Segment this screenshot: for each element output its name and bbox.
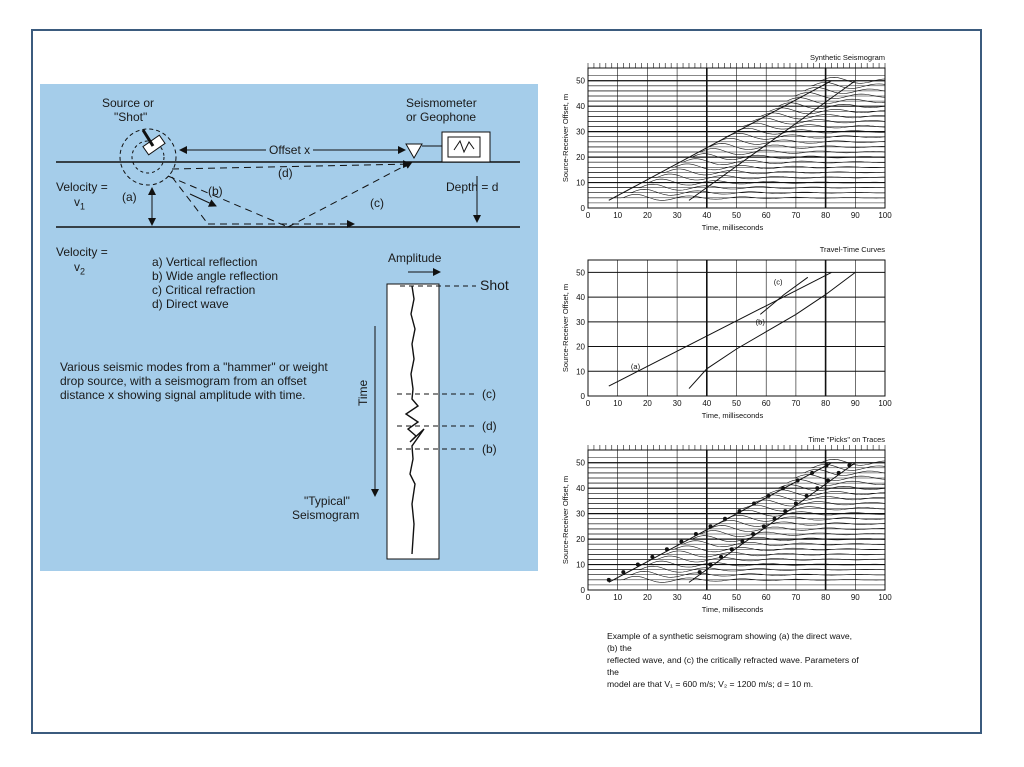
marker-b-label: (b) bbox=[482, 442, 497, 456]
pick-dot bbox=[708, 563, 712, 567]
shot-marker-label: Shot bbox=[480, 277, 509, 293]
pick-dot bbox=[737, 509, 741, 513]
y-tick-label: 0 bbox=[580, 586, 585, 595]
x-tick-label: 90 bbox=[850, 593, 860, 602]
x-tick-label: 40 bbox=[702, 399, 712, 408]
pick-dot bbox=[636, 563, 640, 567]
x-tick-label: 80 bbox=[821, 593, 831, 602]
x-tick-label: 90 bbox=[850, 211, 860, 220]
path-a-label: (a) bbox=[122, 190, 137, 204]
pick-dot bbox=[679, 540, 683, 544]
y-tick-label: 30 bbox=[576, 509, 585, 519]
x-tick-label: 60 bbox=[761, 593, 771, 602]
pick-dot bbox=[810, 471, 814, 475]
chart-column bbox=[552, 50, 902, 690]
y-axis-label: Source-Receiver Offset, m bbox=[561, 93, 570, 183]
chart-title: Time "Picks" on Traces bbox=[808, 435, 885, 444]
curve-label-a: (a) bbox=[630, 361, 641, 371]
pick-dot bbox=[781, 486, 785, 490]
pick-dot bbox=[752, 501, 756, 505]
legend-item: c) Critical refraction bbox=[152, 283, 256, 297]
y-tick-label: 0 bbox=[580, 392, 585, 401]
path-b-label: (b) bbox=[208, 184, 223, 198]
y-tick-label: 30 bbox=[576, 127, 585, 137]
velocity2-subscript: 2 bbox=[80, 266, 86, 277]
x-tick-label: 60 bbox=[761, 211, 771, 220]
velocity1-symbol: v bbox=[74, 195, 80, 209]
pick-dot bbox=[825, 463, 829, 467]
x-tick-label: 40 bbox=[702, 593, 712, 602]
pick-dot bbox=[751, 532, 755, 536]
x-tick-label: 100 bbox=[878, 399, 892, 408]
x-tick-label: 20 bbox=[642, 399, 652, 408]
pick-dot bbox=[796, 479, 800, 483]
pick-dot bbox=[723, 517, 727, 521]
marker-c-label: (c) bbox=[482, 387, 496, 401]
caption-line-2: reflected wave, and (c) the critically refracted wave. Parameters of the bbox=[607, 655, 859, 677]
x-tick-label: 30 bbox=[672, 593, 682, 602]
y-axis-label: Source-Receiver Offset, m bbox=[561, 475, 570, 565]
pick-dot bbox=[847, 463, 851, 467]
y-tick-label: 20 bbox=[576, 535, 585, 545]
x-tick-label: 80 bbox=[821, 211, 831, 220]
x-tick-label: 10 bbox=[613, 593, 623, 602]
y-tick-label: 40 bbox=[576, 293, 585, 303]
x-tick-label: 10 bbox=[613, 399, 623, 408]
pick-dot bbox=[773, 517, 777, 521]
x-tick-label: 100 bbox=[878, 593, 892, 602]
x-tick-label: 60 bbox=[761, 399, 771, 408]
x-tick-label: 70 bbox=[791, 211, 801, 220]
curve-label-c: (c) bbox=[773, 277, 783, 287]
velocity1-subscript: 1 bbox=[80, 201, 86, 212]
synthetic-caption bbox=[607, 630, 862, 690]
pick-dot bbox=[621, 570, 625, 574]
pick-dot bbox=[708, 524, 712, 528]
x-axis-label: Time, milliseconds bbox=[701, 223, 764, 232]
pick-dot bbox=[740, 540, 744, 544]
seismometer-label: Seismometer bbox=[406, 96, 477, 110]
x-tick-label: 50 bbox=[732, 593, 741, 602]
depth-label: Depth = d bbox=[446, 180, 499, 194]
y-tick-label: 10 bbox=[576, 367, 585, 377]
pick-dot bbox=[837, 471, 841, 475]
diagram-graphics bbox=[40, 84, 538, 571]
x-tick-label: 50 bbox=[732, 399, 741, 408]
marker-d-label: (d) bbox=[482, 419, 497, 433]
shot-label: "Shot" bbox=[114, 110, 148, 124]
pick-dot bbox=[607, 578, 611, 582]
y-tick-label: 50 bbox=[576, 268, 585, 278]
geophone-icon bbox=[406, 144, 422, 158]
path-d-label: (d) bbox=[278, 166, 293, 180]
pick-dot bbox=[805, 494, 809, 498]
y-axis-label: Source-Receiver Offset, m bbox=[561, 283, 570, 373]
legend-item: d) Direct wave bbox=[152, 297, 229, 311]
caption-line-3: model are that V₁ = 600 m/s; V₂ = 1200 m/s; d = 10 m. bbox=[607, 679, 814, 689]
travel-time-curve bbox=[760, 277, 808, 314]
x-tick-label: 50 bbox=[732, 211, 741, 220]
x-tick-label: 10 bbox=[613, 211, 623, 220]
path-c-label: (c) bbox=[370, 196, 384, 210]
x-tick-label: 90 bbox=[850, 399, 860, 408]
pick-dot bbox=[719, 555, 723, 559]
offset-label: Offset x bbox=[266, 143, 313, 157]
velocity2-label: Velocity = bbox=[56, 245, 108, 259]
x-axis-label: Time, milliseconds bbox=[701, 411, 764, 420]
y-tick-label: 50 bbox=[576, 458, 585, 468]
legend-item: b) Wide angle reflection bbox=[152, 269, 279, 283]
pick-dot bbox=[783, 509, 787, 513]
y-tick-label: 10 bbox=[576, 178, 585, 188]
velocity1-label: Velocity = bbox=[56, 180, 108, 194]
x-tick-label: 30 bbox=[672, 399, 682, 408]
typical-label: "Typical" bbox=[304, 494, 350, 508]
x-tick-label: 30 bbox=[672, 211, 682, 220]
source-label: Source or bbox=[102, 96, 155, 110]
y-tick-label: 40 bbox=[576, 484, 585, 494]
time-axis-label: Time bbox=[356, 379, 370, 406]
y-tick-label: 40 bbox=[576, 102, 585, 112]
pick-dot bbox=[794, 501, 798, 505]
x-tick-label: 0 bbox=[585, 593, 591, 602]
seismogram-label: Seismogram bbox=[292, 508, 360, 522]
x-tick-label: 0 bbox=[585, 211, 591, 220]
amplitude-label: Amplitude bbox=[388, 251, 442, 265]
caption-line-1: Example of a synthetic seismogram showing (a) the direct wave, (b) the bbox=[607, 631, 853, 653]
pick-dot bbox=[730, 547, 734, 551]
refraction-down bbox=[172, 177, 208, 224]
x-tick-label: 20 bbox=[642, 211, 652, 220]
diagram-caption: Various seismic modes from a "hammer" or weight drop source, with a seismogram from an offset distance x showing signal amplitude with time. bbox=[60, 360, 328, 402]
x-tick-label: 80 bbox=[821, 399, 831, 408]
x-tick-label: 0 bbox=[585, 399, 591, 408]
y-tick-label: 20 bbox=[576, 153, 585, 163]
pick-dot bbox=[698, 570, 702, 574]
velocity2-symbol: v bbox=[74, 260, 80, 274]
pick-dot bbox=[826, 479, 830, 483]
y-tick-label: 30 bbox=[576, 317, 585, 327]
pick-dot bbox=[694, 532, 698, 536]
chart-title: Synthetic Seismogram bbox=[809, 53, 885, 62]
charts-svg bbox=[552, 50, 902, 690]
pick-dot bbox=[665, 547, 669, 551]
pick-dot bbox=[650, 555, 654, 559]
x-tick-label: 20 bbox=[642, 593, 652, 602]
x-tick-label: 70 bbox=[791, 399, 801, 408]
seismometer-screen bbox=[448, 137, 480, 157]
reflection-up bbox=[288, 162, 412, 227]
x-tick-label: 40 bbox=[702, 211, 712, 220]
geophone-label: or Geophone bbox=[406, 110, 477, 124]
travel-time-curve bbox=[609, 272, 832, 386]
x-tick-label: 70 bbox=[791, 593, 801, 602]
reflection-down bbox=[168, 176, 288, 227]
pick-dot bbox=[767, 494, 771, 498]
seismic-modes-diagram bbox=[40, 84, 538, 571]
pick-dot bbox=[762, 524, 766, 528]
legend-item: a) Vertical reflection bbox=[152, 255, 258, 269]
pick-dot bbox=[815, 486, 819, 490]
chart-title: Travel-Time Curves bbox=[819, 245, 885, 254]
y-tick-label: 10 bbox=[576, 560, 585, 570]
y-tick-label: 0 bbox=[580, 204, 585, 213]
y-tick-label: 20 bbox=[576, 342, 585, 352]
x-tick-label: 100 bbox=[878, 211, 892, 220]
y-tick-label: 50 bbox=[576, 76, 585, 86]
x-axis-label: Time, milliseconds bbox=[701, 605, 764, 614]
curve-label-b: (b) bbox=[755, 317, 765, 327]
